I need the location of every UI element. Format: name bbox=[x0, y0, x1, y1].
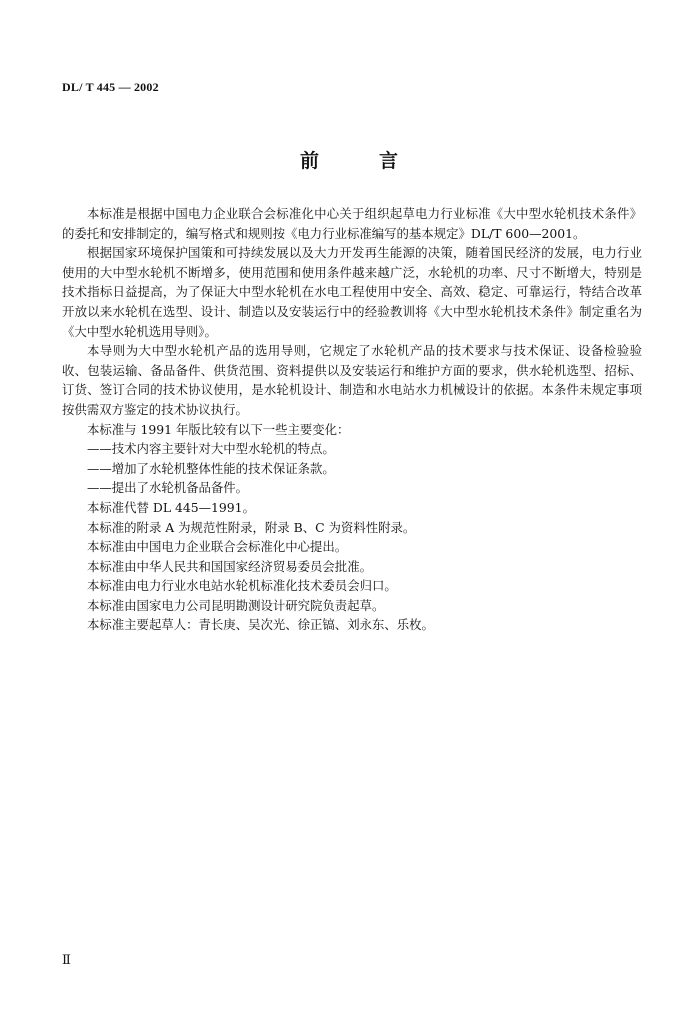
foreword-body bbox=[62, 204, 642, 635]
paragraph-proposed-by: 本标准由中国电力企业联合会标准化中心提出。 bbox=[87, 539, 348, 555]
list-item-change-1: ——技术内容主要针对大中型水轮机的特点。 bbox=[87, 441, 335, 457]
paragraph-managed-by: 本标准由电力行业水电站水轮机标准化技术委员会归口。 bbox=[87, 578, 397, 594]
paragraph-origin: 本标准是根据中国电力企业联合会标准化中心关于组织起草电力行业标准《大中型水轮机技术条件》的委托和安排制定的，编写格式和规则按《电力行业标准编写的基本规定》DL/T 600—2001。 bbox=[62, 206, 642, 241]
page-number: Ⅱ bbox=[62, 952, 71, 967]
paragraph-appendices: 本标准的附录 A 为规范性附录，附录 B、C 为资料性附录。 bbox=[87, 519, 416, 535]
document-code: DL/ T 445 — 2002 bbox=[62, 80, 159, 94]
paragraph-background: 根据国家环境保护国策和可持续发展以及大力开发再生能源的决策，随着国民经济的发展，电力行业使用的大中型水轮机不断增多，使用范围和使用条件越来越广泛，水轮机的功率、尺寸不断增大，特别是技术指标日益提高，为了保证大中型水轮机在水电工程使用中安全、高效、稳定、可靠运行，特结合改革开放以来水轮机在选型、设计、制造以及安装运行中的经验教训将《大中型水轮机技术条件》制定重名为《大中型水轮机选用导则》。 bbox=[62, 245, 642, 339]
list-item-change-3: ——提出了水轮机备品备件。 bbox=[87, 480, 249, 496]
title-char-2: 言 bbox=[379, 150, 399, 172]
paragraph-replaces: 本标准代替 DL 445—1991。 bbox=[87, 499, 255, 515]
paragraph-changes-intro: 本标准与 1991 年版比较有以下一些主要变化： bbox=[87, 421, 350, 437]
paragraph-drafters: 本标准主要起草人：青长庚、吴次光、徐正镐、刘永东、乐枚。 bbox=[87, 617, 434, 633]
list-item-change-2: ——增加了水轮机整体性能的技术保证条款。 bbox=[87, 460, 335, 476]
paragraph-drafted-by: 本标准由国家电力公司昆明勘测设计研究院负责起草。 bbox=[87, 597, 385, 613]
paragraph-approved-by: 本标准由中华人民共和国国家经济贸易委员会批准。 bbox=[87, 558, 372, 574]
page-title bbox=[0, 146, 698, 173]
paragraph-scope: 本导则为大中型水轮机产品的选用导则，它规定了水轮机产品的技术要求与技术保证、设备检验验收、包装运输、备品备件、供货范围、资料提供以及安装运行和维护方面的要求，供水轮机选型、招标、订货、签订合同的技术协议使用，是水轮机设计、制造和水电站水力机械设计的依据。本条件未规定事项按供需双方鉴定的技术协议执行。 bbox=[62, 343, 642, 417]
title-char-1: 前 bbox=[299, 150, 319, 172]
